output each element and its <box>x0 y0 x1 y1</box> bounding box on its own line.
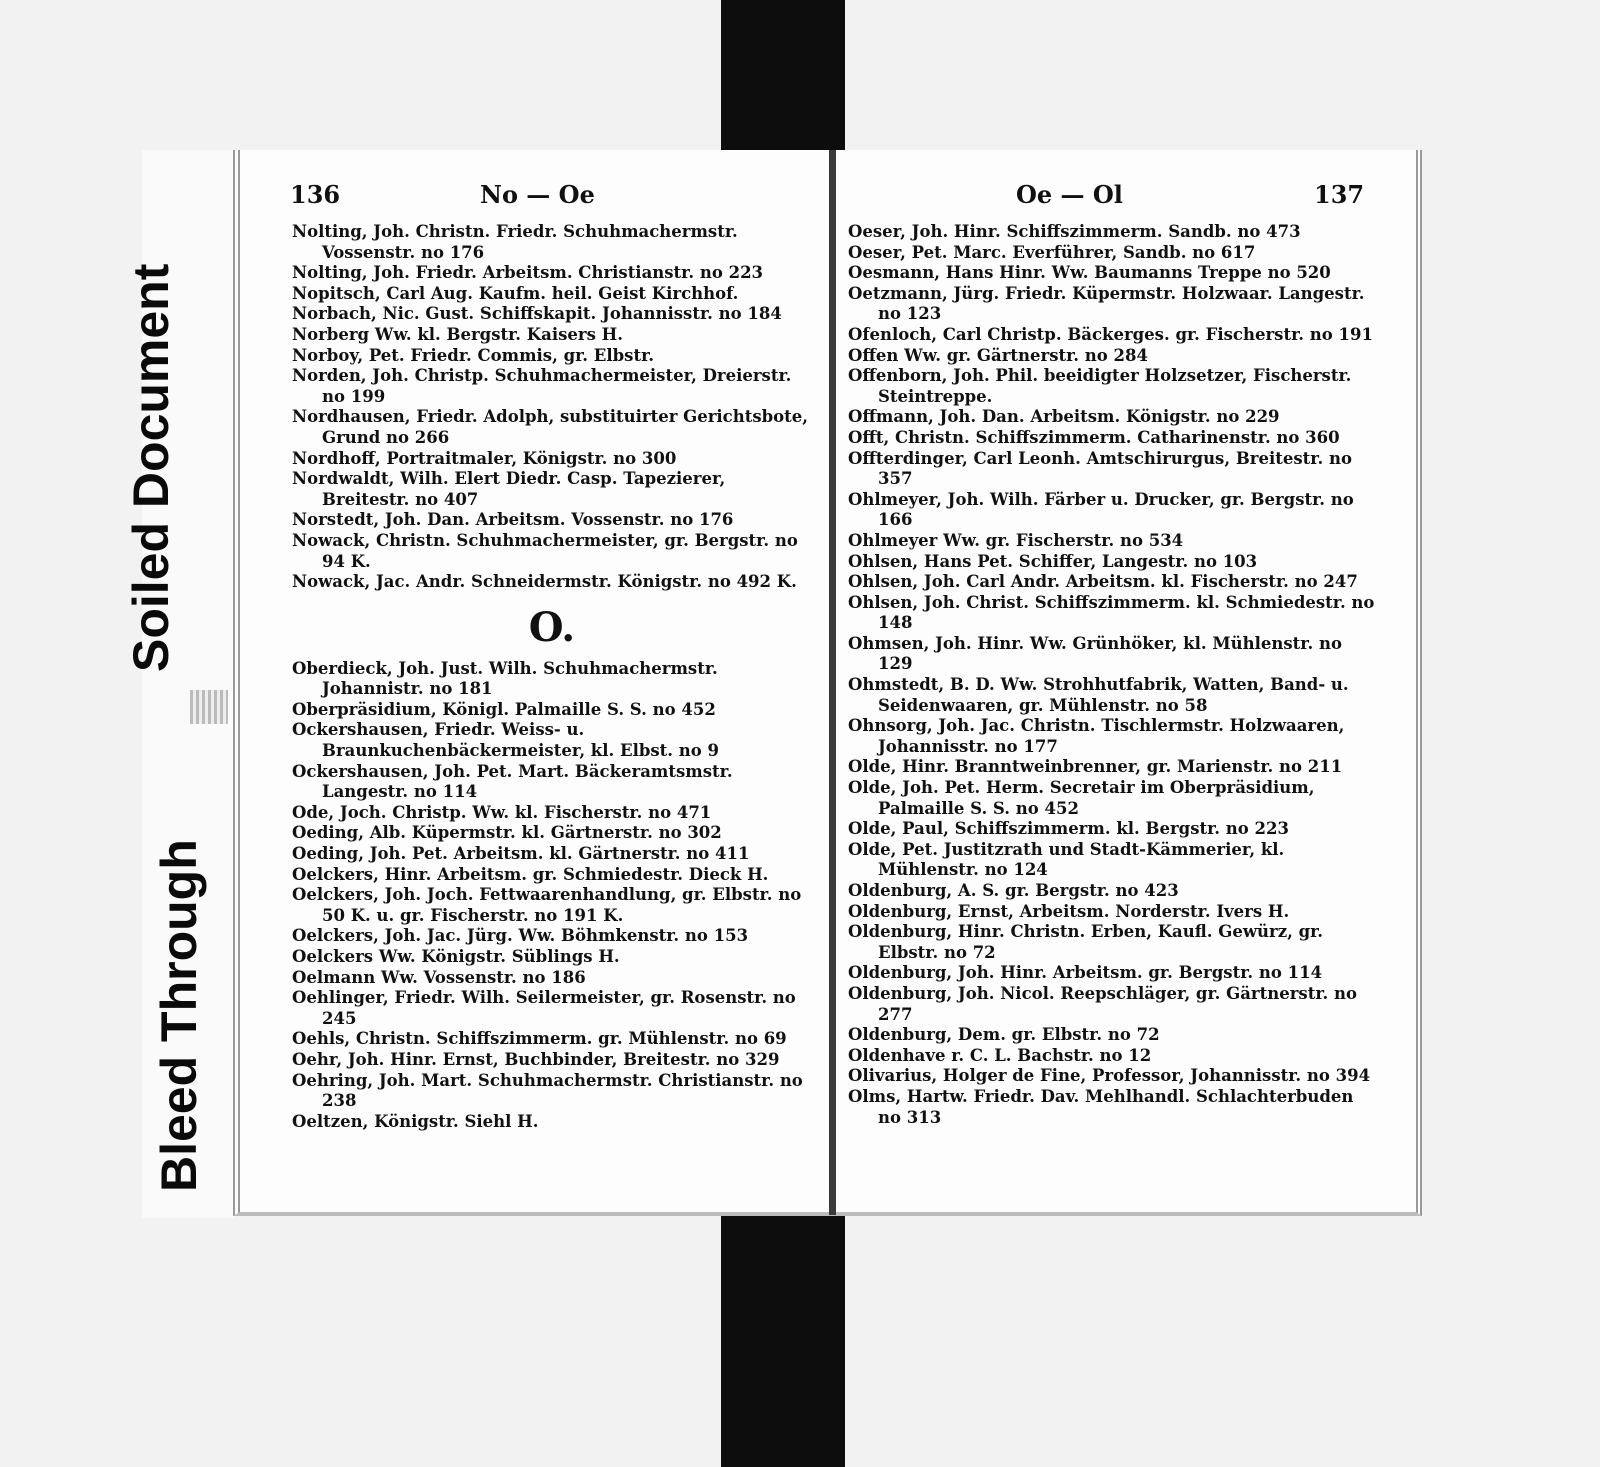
directory-entry: Olde, Paul, Schiffszimmerm. kl. Bergstr. no 223 <box>848 819 1289 839</box>
directory-entry: Oehls, Christn. Schiffszimmerm. gr. Mühlenstr. no 69 <box>292 1029 787 1049</box>
entries-after <box>292 659 812 1133</box>
directory-entry: Ockershausen, Joh. Pet. Mart. Bäckeramtsmstr. Langestr. no 114 <box>292 761 733 802</box>
directory-entry: Olde, Hinr. Branntweinbrenner, gr. Marienstr. no 211 <box>848 757 1343 777</box>
directory-entry: Oelmann Ww. Vossenstr. no 186 <box>292 967 586 987</box>
directory-entry: Oeltzen, Königstr. Siehl H. <box>292 1111 539 1131</box>
left-entry-list <box>292 222 812 1132</box>
directory-entry: Offenborn, Joh. Phil. beeidigter Holzsetzer, Fischerstr. Steintreppe. <box>848 366 1352 406</box>
directory-entry: Ohmsen, Joh. Hinr. Ww. Grünhöker, kl. Mühlenstr. no 129 <box>848 633 1342 674</box>
directory-entry: Nordwaldt, Wilh. Elert Diedr. Casp. Tapezierer, Breitestr. no 407 <box>292 469 726 509</box>
directory-entry: Oeding, Alb. Küpermstr. kl. Gärtnerstr. no 302 <box>292 823 722 843</box>
directory-entry: Olms, Hartw. Friedr. Dav. Mehlhandl. Schlachterbuden no 313 <box>848 1086 1354 1127</box>
directory-entry: Norden, Joh. Christp. Schuhmachermeister, Dreierstr. no 199 <box>292 366 792 406</box>
left-page <box>233 150 836 1216</box>
directory-entry: Ohnsorg, Joh. Jac. Christn. Tischlermstr. Holzwaaren, Johannisstr. no 177 <box>848 716 1345 756</box>
left-running-head: No — Oe <box>480 180 595 209</box>
directory-entry: Olde, Pet. Justitzrath und Stadt-Kämmerier, kl. Mühlenstr. no 124 <box>848 839 1285 880</box>
right-running-head: Oe — Ol <box>1016 180 1123 209</box>
directory-entry: Nolting, Joh. Christn. Friedr. Schuhmachermstr. Vossenstr. no 176 <box>292 222 738 262</box>
directory-entry: Oelckers Ww. Königstr. Süblings H. <box>292 947 620 966</box>
section-letter: O. <box>528 603 576 651</box>
directory-entry: Ohlmeyer, Joh. Wilh. Färber u. Drucker, gr. Bergstr. no 166 <box>848 489 1354 530</box>
directory-entry: Oldenburg, Dem. gr. Elbstr. no 72 <box>848 1025 1160 1045</box>
directory-entry: Oldenburg, Ernst, Arbeitsm. Norderstr. Ivers H. <box>848 901 1290 921</box>
directory-entry: Offen Ww. gr. Gärtnerstr. no 284 <box>848 345 1148 365</box>
directory-entry: Ode, Joch. Christp. Ww. kl. Fischerstr. no 471 <box>292 802 712 822</box>
directory-entry: Oelckers, Joh. Joch. Fettwaarenhandlung, gr. Elbstr. no 50 K. u. gr. Fischerstr. no 191 K. <box>292 885 802 925</box>
directory-entry: Oelckers, Joh. Jac. Jürg. Ww. Böhmkenstr. no 153 <box>292 926 749 946</box>
directory-entry: Norboy, Pet. Friedr. Commis, gr. Elbstr. <box>292 345 655 365</box>
directory-entry: Offt, Christn. Schiffszimmerm. Catharinenstr. no 360 <box>848 427 1340 447</box>
directory-entry: Oeding, Joh. Pet. Arbeitsm. kl. Gärtnerstr. no 411 <box>292 844 750 864</box>
directory-entry: Olde, Joh. Pet. Herm. Secretair im Oberpräsidium, Palmaille S. S. no 452 <box>848 778 1315 818</box>
soiled-document-label: Soiled Document <box>123 263 179 672</box>
directory-entry: Nopitsch, Carl Aug. Kaufm. heil. Geist Kirchhof. <box>292 283 739 303</box>
directory-entry: Ohlsen, Hans Pet. Schiffer, Langestr. no 103 <box>848 551 1258 571</box>
directory-entry: Ohlsen, Joh. Christ. Schiffszimmerm. kl. Schmiedestr. no 148 <box>848 592 1375 633</box>
directory-entry: Oehring, Joh. Mart. Schuhmachermstr. Christianstr. no 238 <box>292 1070 803 1111</box>
directory-entry: Ohmstedt, B. D. Ww. Strohhutfabrik, Watten, Band- u. Seidenwaaren, gr. Mühlenstr. no 58 <box>848 675 1349 715</box>
right-entry-list <box>848 222 1376 1128</box>
directory-entry: Nordhausen, Friedr. Adolph, substituirter Gerichtsbote, Grund no 266 <box>292 407 809 447</box>
directory-entry: Olivarius, Holger de Fine, Professor, Johannisstr. no 394 <box>848 1066 1371 1086</box>
page-tab <box>190 690 228 724</box>
directory-entry: Oldenburg, A. S. gr. Bergstr. no 423 <box>848 881 1179 900</box>
directory-entry: Nowack, Jac. Andr. Schneidermstr. Königstr. no 492 K. <box>292 572 797 592</box>
directory-entry: Oehlinger, Friedr. Wilh. Seilermeister, gr. Rosenstr. no 245 <box>292 988 796 1028</box>
directory-entry: Oldenburg, Joh. Nicol. Reepschläger, gr. Gärtnerstr. no 277 <box>848 983 1358 1024</box>
directory-entry: Ofenloch, Carl Christp. Bäckerges. gr. Fischerstr. no 191 <box>848 324 1373 344</box>
binding-strip-bottom <box>721 1180 845 1467</box>
directory-entry: Oelckers, Hinr. Arbeitsm. gr. Schmiedestr. Dieck H. <box>292 864 769 884</box>
directory-entry: Norberg Ww. kl. Bergstr. Kaisers H. <box>292 324 623 344</box>
directory-entry: Offmann, Joh. Dan. Arbeitsm. Königstr. no 229 <box>848 407 1280 427</box>
directory-entry: Offterdinger, Carl Leonh. Amtschirurgus, Breitestr. no 357 <box>848 448 1352 489</box>
directory-entry: Oldenhave r. C. L. Bachstr. no 12 <box>848 1045 1152 1065</box>
directory-entry: Oldenburg, Hinr. Christn. Erben, Kaufl. Gewürz, gr. Elbstr. no 72 <box>848 922 1324 962</box>
right-entries <box>848 222 1376 1128</box>
directory-entry: Nowack, Christn. Schuhmachermeister, gr. Bergstr. no 94 K. <box>292 530 798 571</box>
directory-entry: Oeser, Joh. Hinr. Schiffszimmerm. Sandb. no 473 <box>848 222 1301 241</box>
directory-entry: Oeser, Pet. Marc. Everführer, Sandb. no 617 <box>848 242 1256 262</box>
bleed-through-label: Bleed Through <box>151 839 207 1192</box>
directory-entry: Oldenburg, Joh. Hinr. Arbeitsm. gr. Bergstr. no 114 <box>848 963 1323 983</box>
directory-entry: Oberpräsidium, Königl. Palmaille S. S. no 452 <box>292 699 716 719</box>
right-page-number: 137 <box>1314 180 1365 209</box>
directory-entry: Nordhoff, Portraitmaler, Königstr. no 300 <box>292 448 677 468</box>
directory-entry: Ohlmeyer Ww. gr. Fischerstr. no 534 <box>848 530 1184 550</box>
directory-entry: Oberdieck, Joh. Just. Wilh. Schuhmachermstr. Johannistr. no 181 <box>292 658 718 699</box>
directory-entry: Oesmann, Hans Hinr. Ww. Baumanns Treppe no 520 <box>848 263 1331 283</box>
entries-before <box>292 222 812 593</box>
directory-entry: Ohlsen, Joh. Carl Andr. Arbeitsm. kl. Fischerstr. no 247 <box>848 572 1358 592</box>
directory-entry: Norbach, Nic. Gust. Schiffskapit. Johannisstr. no 184 <box>292 304 782 324</box>
directory-entry: Norstedt, Joh. Dan. Arbeitsm. Vossenstr. no 176 <box>292 510 734 530</box>
directory-entry: Nolting, Joh. Friedr. Arbeitsm. Christianstr. no 223 <box>292 263 764 283</box>
left-page-number: 136 <box>290 180 341 209</box>
directory-entry: Oehr, Joh. Hinr. Ernst, Buchbinder, Breitestr. no 329 <box>292 1049 780 1069</box>
directory-entry: Ockershausen, Friedr. Weiss- u. Braunkuchenbäckermeister, kl. Elbst. no 9 <box>292 720 719 761</box>
directory-entry: Oetzmann, Jürg. Friedr. Küpermstr. Holzwaar. Langestr. no 123 <box>848 283 1365 324</box>
right-page <box>836 150 1422 1216</box>
